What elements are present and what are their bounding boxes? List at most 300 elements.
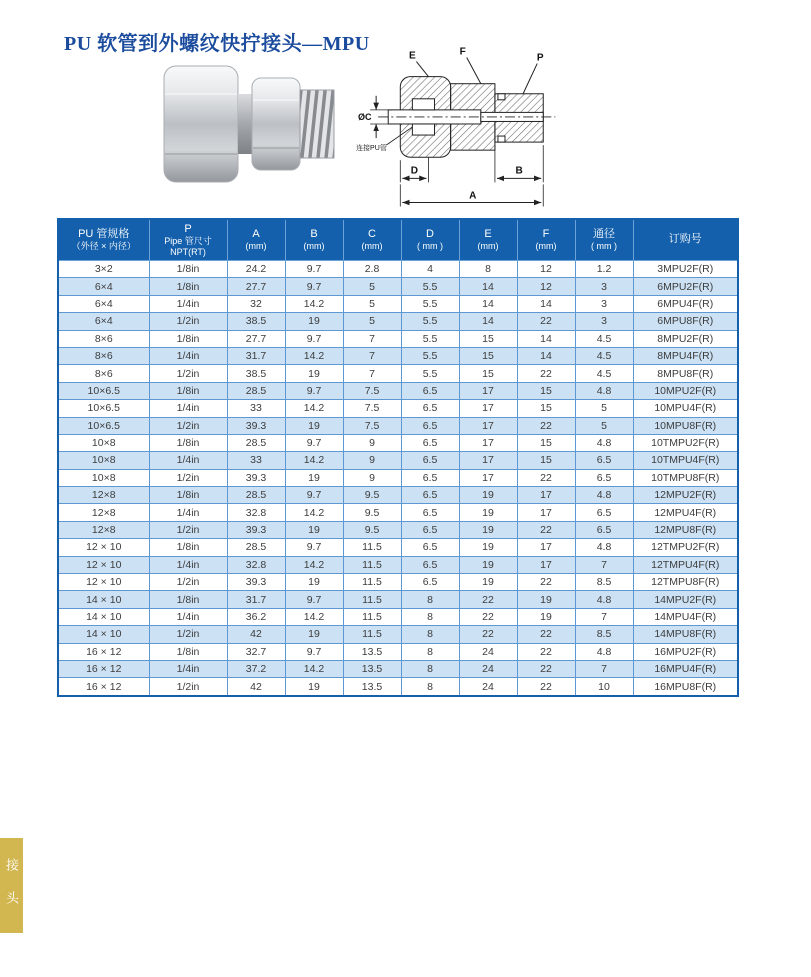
table-row xyxy=(58,400,738,417)
table-cell: 19 xyxy=(285,521,343,538)
table-cell: 33 xyxy=(227,452,285,469)
table-cell: 12TMPU4F(R) xyxy=(633,556,738,573)
table-cell: 8 xyxy=(401,626,459,643)
table-cell: 17 xyxy=(459,434,517,451)
table-cell: 6.5 xyxy=(401,521,459,538)
table-row xyxy=(58,643,738,660)
table-cell: 6MPU4F(R) xyxy=(633,295,738,312)
product-photo xyxy=(158,56,340,200)
table-row xyxy=(58,330,738,347)
spec-table-head xyxy=(58,219,738,261)
table-cell: 10×6.5 xyxy=(58,382,149,399)
table-cell: 12×8 xyxy=(58,504,149,521)
table-row xyxy=(58,417,738,434)
table-cell: 4.5 xyxy=(575,365,633,382)
table-cell: 19 xyxy=(517,591,575,608)
table-row xyxy=(58,469,738,486)
table-cell: 32 xyxy=(227,295,285,312)
table-cell: 3 xyxy=(575,295,633,312)
table-row xyxy=(58,487,738,504)
table-cell: 9.7 xyxy=(285,643,343,660)
table-row xyxy=(58,382,738,399)
table-cell: 8×6 xyxy=(58,365,149,382)
technical-drawing xyxy=(356,40,658,216)
table-cell: 14.2 xyxy=(285,660,343,677)
table-cell: 12TMPU2F(R) xyxy=(633,539,738,556)
table-cell: 16 × 12 xyxy=(58,660,149,677)
table-cell: 5 xyxy=(343,295,401,312)
table-cell: 6×4 xyxy=(58,313,149,330)
table-cell: 32.8 xyxy=(227,504,285,521)
table-cell: 19 xyxy=(517,608,575,625)
table-cell: 9.7 xyxy=(285,434,343,451)
table-cell: 3 xyxy=(575,313,633,330)
table-cell: 10×8 xyxy=(58,452,149,469)
table-cell: 16MPU4F(R) xyxy=(633,660,738,677)
table-cell: 1/4in xyxy=(149,452,227,469)
table-cell: 19 xyxy=(459,556,517,573)
table-cell: 1/4in xyxy=(149,660,227,677)
table-cell: 10×8 xyxy=(58,469,149,486)
table-cell: 14.2 xyxy=(285,295,343,312)
table-cell: 1/8in xyxy=(149,643,227,660)
table-cell: 2.8 xyxy=(343,261,401,278)
table-cell: 13.5 xyxy=(343,678,401,696)
table-cell: 17 xyxy=(517,487,575,504)
table-cell: 1/4in xyxy=(149,295,227,312)
table-cell: 15 xyxy=(517,382,575,399)
table-cell: 12 × 10 xyxy=(58,556,149,573)
table-cell: 8 xyxy=(401,678,459,696)
table-cell: 6.5 xyxy=(401,382,459,399)
table-row xyxy=(58,660,738,677)
table-cell: 9.7 xyxy=(285,330,343,347)
table-row xyxy=(58,347,738,364)
table-cell: 9.5 xyxy=(343,521,401,538)
table-cell: 1/4in xyxy=(149,608,227,625)
table-cell: 5 xyxy=(343,313,401,330)
table-cell: 14 xyxy=(517,330,575,347)
table-cell: 6.5 xyxy=(575,452,633,469)
table-cell: 39.3 xyxy=(227,521,285,538)
table-cell: 10×6.5 xyxy=(58,417,149,434)
table-cell: 19 xyxy=(459,521,517,538)
table-cell: 22 xyxy=(517,660,575,677)
table-cell: 8MPU2F(R) xyxy=(633,330,738,347)
table-cell: 8MPU8F(R) xyxy=(633,365,738,382)
table-cell: 24 xyxy=(459,643,517,660)
table-cell: 6.5 xyxy=(401,452,459,469)
table-cell: 8×6 xyxy=(58,347,149,364)
table-cell: 22 xyxy=(517,365,575,382)
table-cell: 9 xyxy=(343,452,401,469)
table-cell: 10MPU8F(R) xyxy=(633,417,738,434)
table-row xyxy=(58,591,738,608)
table-cell: 6.5 xyxy=(401,504,459,521)
table-cell: 12 xyxy=(517,278,575,295)
table-cell: 6.5 xyxy=(401,556,459,573)
table-cell: 8×6 xyxy=(58,330,149,347)
table-cell: 22 xyxy=(459,626,517,643)
table-cell: 11.5 xyxy=(343,539,401,556)
table-cell: 8 xyxy=(401,660,459,677)
spec-table xyxy=(57,218,739,697)
table-cell: 24 xyxy=(459,660,517,677)
table-cell: 28.5 xyxy=(227,539,285,556)
table-cell: 7.5 xyxy=(343,417,401,434)
table-cell: 19 xyxy=(285,469,343,486)
table-cell: 17 xyxy=(517,539,575,556)
table-cell: 22 xyxy=(517,574,575,591)
table-cell: 13.5 xyxy=(343,643,401,660)
table-cell: 12MPU4F(R) xyxy=(633,504,738,521)
dim-label-p: P xyxy=(536,52,544,64)
table-row xyxy=(58,278,738,295)
table-cell: 19 xyxy=(459,539,517,556)
table-cell: 14 xyxy=(459,278,517,295)
table-cell: 42 xyxy=(227,626,285,643)
table-cell: 22 xyxy=(517,626,575,643)
table-cell: 15 xyxy=(517,452,575,469)
table-cell: 22 xyxy=(517,469,575,486)
table-cell: 14 xyxy=(459,313,517,330)
table-cell: 14.2 xyxy=(285,504,343,521)
table-cell: 12×8 xyxy=(58,487,149,504)
table-cell: 16 × 12 xyxy=(58,643,149,660)
table-cell: 22 xyxy=(517,521,575,538)
table-cell: 10×8 xyxy=(58,434,149,451)
table-cell: 5 xyxy=(575,417,633,434)
dim-label-c: ØC xyxy=(358,111,372,122)
table-cell: 6.5 xyxy=(401,539,459,556)
table-cell: 12 × 10 xyxy=(58,539,149,556)
table-cell: 9 xyxy=(343,469,401,486)
table-cell: 17 xyxy=(459,469,517,486)
table-cell: 1/4in xyxy=(149,556,227,573)
table-cell: 3×2 xyxy=(58,261,149,278)
table-cell: 19 xyxy=(285,365,343,382)
table-cell: 14.2 xyxy=(285,347,343,364)
table-cell: 32.7 xyxy=(227,643,285,660)
table-cell: 14 × 10 xyxy=(58,626,149,643)
table-cell: 28.5 xyxy=(227,382,285,399)
table-cell: 1/4in xyxy=(149,400,227,417)
table-cell: 6.5 xyxy=(401,400,459,417)
table-cell: 7.5 xyxy=(343,400,401,417)
table-cell: 19 xyxy=(285,417,343,434)
table-cell: 27.7 xyxy=(227,278,285,295)
table-cell: 19 xyxy=(459,504,517,521)
table-cell: 22 xyxy=(459,608,517,625)
table-cell: 4.5 xyxy=(575,347,633,364)
table-cell: 14.2 xyxy=(285,400,343,417)
table-row xyxy=(58,556,738,573)
table-cell: 28.5 xyxy=(227,487,285,504)
table-cell: 9.5 xyxy=(343,504,401,521)
dim-label-d: D xyxy=(410,165,419,177)
table-cell: 13.5 xyxy=(343,660,401,677)
table-cell: 16 × 12 xyxy=(58,678,149,696)
table-cell: 9.7 xyxy=(285,487,343,504)
table-cell: 1/8in xyxy=(149,591,227,608)
table-cell: 39.3 xyxy=(227,417,285,434)
dim-label-a: A xyxy=(469,190,477,202)
table-cell: 3 xyxy=(575,278,633,295)
column-header: D ( mm ) xyxy=(401,219,459,261)
table-cell: 1/8in xyxy=(149,382,227,399)
table-cell: 10TMPU2F(R) xyxy=(633,434,738,451)
table-cell: 17 xyxy=(459,382,517,399)
table-cell: 17 xyxy=(459,417,517,434)
table-cell: 16MPU2F(R) xyxy=(633,643,738,660)
table-row xyxy=(58,452,738,469)
table-cell: 10MPU2F(R) xyxy=(633,382,738,399)
table-cell: 1.2 xyxy=(575,261,633,278)
table-cell: 38.5 xyxy=(227,313,285,330)
table-cell: 8 xyxy=(401,608,459,625)
table-cell: 5.5 xyxy=(401,278,459,295)
column-header: E (mm) xyxy=(459,219,517,261)
column-header: PU 管规格 （外径 × 内径） xyxy=(58,219,149,261)
table-cell: 9.7 xyxy=(285,261,343,278)
table-cell: 8 xyxy=(459,261,517,278)
table-cell: 19 xyxy=(459,574,517,591)
table-cell: 1/8in xyxy=(149,330,227,347)
table-cell: 11.5 xyxy=(343,591,401,608)
table-cell: 7 xyxy=(343,365,401,382)
table-cell: 6.5 xyxy=(575,504,633,521)
page-title: PU 软管到外螺纹快拧接头—MPU xyxy=(64,33,370,56)
table-cell: 7.5 xyxy=(343,382,401,399)
table-cell: 10 xyxy=(575,678,633,696)
table-cell: 14.2 xyxy=(285,556,343,573)
table-cell: 7 xyxy=(575,660,633,677)
table-cell: 1/2in xyxy=(149,417,227,434)
table-cell: 8MPU4F(R) xyxy=(633,347,738,364)
table-cell: 11.5 xyxy=(343,626,401,643)
table-cell: 4 xyxy=(401,261,459,278)
table-cell: 6.5 xyxy=(401,574,459,591)
table-cell: 12 × 10 xyxy=(58,574,149,591)
table-cell: 17 xyxy=(517,556,575,573)
table-cell: 6×4 xyxy=(58,278,149,295)
table-cell: 14MPU4F(R) xyxy=(633,608,738,625)
table-cell: 5.5 xyxy=(401,347,459,364)
table-cell: 5.5 xyxy=(401,330,459,347)
column-header: 通径 ( mm ) xyxy=(575,219,633,261)
table-cell: 32.8 xyxy=(227,556,285,573)
table-cell: 6.5 xyxy=(575,469,633,486)
table-cell: 15 xyxy=(517,400,575,417)
table-cell: 1/8in xyxy=(149,487,227,504)
table-cell: 8 xyxy=(401,643,459,660)
table-cell: 5 xyxy=(343,278,401,295)
table-cell: 9.5 xyxy=(343,487,401,504)
table-cell: 17 xyxy=(459,400,517,417)
table-cell: 17 xyxy=(459,452,517,469)
table-cell: 39.3 xyxy=(227,469,285,486)
table-cell: 6MPU8F(R) xyxy=(633,313,738,330)
table-cell: 17 xyxy=(517,504,575,521)
table-cell: 19 xyxy=(285,574,343,591)
table-cell: 5.5 xyxy=(401,295,459,312)
table-cell: 5 xyxy=(575,400,633,417)
table-cell: 4.8 xyxy=(575,591,633,608)
table-cell: 9 xyxy=(343,434,401,451)
table-row xyxy=(58,574,738,591)
table-cell: 1/2in xyxy=(149,678,227,696)
table-cell: 8 xyxy=(401,591,459,608)
table-cell: 10×6.5 xyxy=(58,400,149,417)
table-cell: 4.8 xyxy=(575,539,633,556)
table-cell: 14MPU8F(R) xyxy=(633,626,738,643)
table-cell: 4.8 xyxy=(575,434,633,451)
dim-label-b: B xyxy=(515,165,523,177)
table-cell: 9.7 xyxy=(285,591,343,608)
table-cell: 22 xyxy=(517,417,575,434)
table-cell: 11.5 xyxy=(343,608,401,625)
table-cell: 4.8 xyxy=(575,382,633,399)
table-cell: 1/4in xyxy=(149,347,227,364)
column-header: A (mm) xyxy=(227,219,285,261)
side-tab-fittings[interactable]: 接头 xyxy=(0,838,23,933)
table-cell: 8.5 xyxy=(575,626,633,643)
table-row xyxy=(58,365,738,382)
table-cell: 1/4in xyxy=(149,504,227,521)
table-cell: 14 × 10 xyxy=(58,608,149,625)
table-cell: 37.2 xyxy=(227,660,285,677)
table-row xyxy=(58,608,738,625)
table-cell: 16MPU8F(R) xyxy=(633,678,738,696)
table-cell: 22 xyxy=(517,678,575,696)
column-header: C (mm) xyxy=(343,219,401,261)
column-header: F (mm) xyxy=(517,219,575,261)
table-cell: 7 xyxy=(575,556,633,573)
table-cell: 1/8in xyxy=(149,278,227,295)
table-cell: 33 xyxy=(227,400,285,417)
table-cell: 14MPU2F(R) xyxy=(633,591,738,608)
table-cell: 11.5 xyxy=(343,574,401,591)
table-cell: 1/8in xyxy=(149,434,227,451)
table-cell: 10TMPU8F(R) xyxy=(633,469,738,486)
table-cell: 9.7 xyxy=(285,382,343,399)
table-cell: 22 xyxy=(459,591,517,608)
table-cell: 12 xyxy=(517,261,575,278)
table-cell: 3MPU2F(R) xyxy=(633,261,738,278)
cross-section-diagram xyxy=(356,40,658,216)
table-cell: 10TMPU4F(R) xyxy=(633,452,738,469)
table-cell: 15 xyxy=(459,347,517,364)
table-row xyxy=(58,261,738,278)
table-cell: 6.5 xyxy=(401,487,459,504)
column-header: B (mm) xyxy=(285,219,343,261)
table-cell: 24 xyxy=(459,678,517,696)
fitting-photo-illustration xyxy=(158,56,340,200)
table-cell: 4.5 xyxy=(575,330,633,347)
table-cell: 5.5 xyxy=(401,313,459,330)
table-cell: 7 xyxy=(575,608,633,625)
table-cell: 22 xyxy=(517,313,575,330)
diagram-note: 连接PU管 xyxy=(356,145,387,153)
table-cell: 15 xyxy=(459,330,517,347)
table-cell: 19 xyxy=(285,678,343,696)
dim-label-e: E xyxy=(409,50,416,62)
table-row xyxy=(58,539,738,556)
table-cell: 14 × 10 xyxy=(58,591,149,608)
table-cell: 24.2 xyxy=(227,261,285,278)
table-cell: 19 xyxy=(285,626,343,643)
table-cell: 14.2 xyxy=(285,608,343,625)
table-cell: 15 xyxy=(459,365,517,382)
column-header: 订购号 xyxy=(633,219,738,261)
table-cell: 14 xyxy=(517,347,575,364)
table-cell: 19 xyxy=(459,487,517,504)
column-header: P Pipe 管尺寸 NPT(RT) xyxy=(149,219,227,261)
table-cell: 28.5 xyxy=(227,434,285,451)
table-cell: 6.5 xyxy=(401,417,459,434)
table-cell: 1/8in xyxy=(149,539,227,556)
table-cell: 6.5 xyxy=(401,434,459,451)
table-cell: 5.5 xyxy=(401,365,459,382)
table-cell: 31.7 xyxy=(227,347,285,364)
table-cell: 1/2in xyxy=(149,469,227,486)
table-cell: 19 xyxy=(285,313,343,330)
table-cell: 12TMPU8F(R) xyxy=(633,574,738,591)
table-row xyxy=(58,295,738,312)
table-cell: 1/2in xyxy=(149,574,227,591)
table-row xyxy=(58,678,738,696)
table-cell: 1/2in xyxy=(149,626,227,643)
table-cell: 7 xyxy=(343,347,401,364)
table-cell: 1/2in xyxy=(149,313,227,330)
table-cell: 12MPU8F(R) xyxy=(633,521,738,538)
table-cell: 11.5 xyxy=(343,556,401,573)
table-cell: 12×8 xyxy=(58,521,149,538)
table-cell: 38.5 xyxy=(227,365,285,382)
table-cell: 7 xyxy=(343,330,401,347)
table-cell: 1/8in xyxy=(149,261,227,278)
table-cell: 1/2in xyxy=(149,521,227,538)
table-cell: 14 xyxy=(517,295,575,312)
table-cell: 14 xyxy=(459,295,517,312)
table-cell: 9.7 xyxy=(285,539,343,556)
table-cell: 8.5 xyxy=(575,574,633,591)
dim-label-f: F xyxy=(459,46,466,58)
table-cell: 9.7 xyxy=(285,278,343,295)
spec-table-body xyxy=(58,261,738,696)
table-cell: 15 xyxy=(517,434,575,451)
table-cell: 6MPU2F(R) xyxy=(633,278,738,295)
table-cell: 1/2in xyxy=(149,365,227,382)
table-cell: 4.8 xyxy=(575,643,633,660)
table-row xyxy=(58,434,738,451)
table-cell: 27.7 xyxy=(227,330,285,347)
table-row xyxy=(58,504,738,521)
table-cell: 31.7 xyxy=(227,591,285,608)
table-cell: 39.3 xyxy=(227,574,285,591)
table-cell: 6×4 xyxy=(58,295,149,312)
table-row xyxy=(58,626,738,643)
table-cell: 12MPU2F(R) xyxy=(633,487,738,504)
table-cell: 6.5 xyxy=(575,521,633,538)
table-cell: 42 xyxy=(227,678,285,696)
table-cell: 10MPU4F(R) xyxy=(633,400,738,417)
table-cell: 36.2 xyxy=(227,608,285,625)
table-cell: 4.8 xyxy=(575,487,633,504)
table-cell: 22 xyxy=(517,643,575,660)
table-row xyxy=(58,521,738,538)
table-cell: 6.5 xyxy=(401,469,459,486)
